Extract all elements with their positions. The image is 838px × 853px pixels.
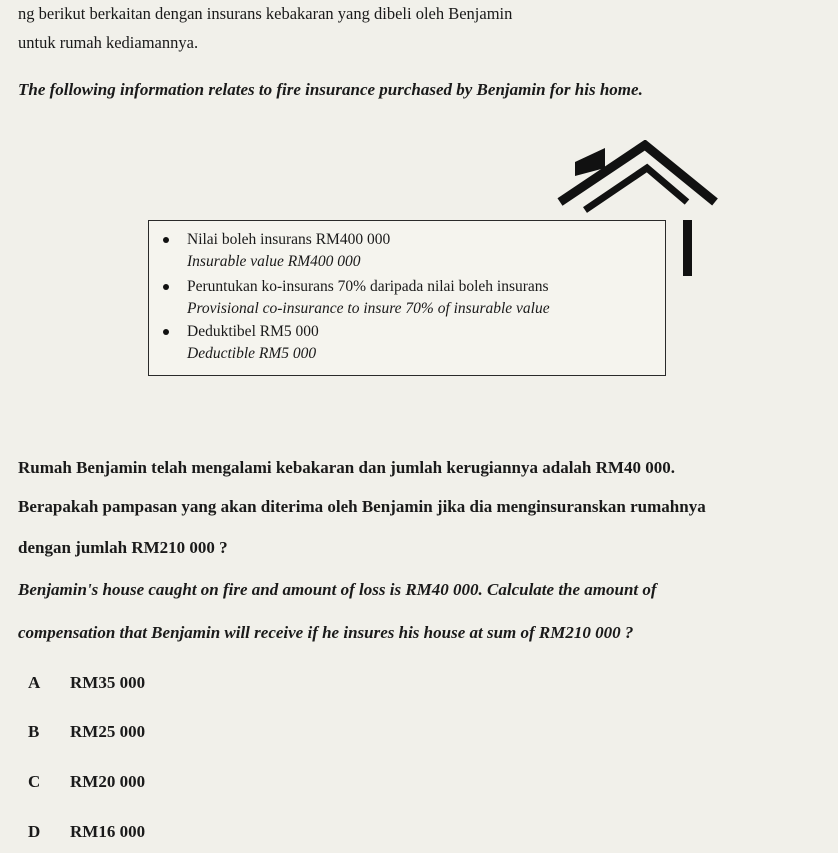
option-letter: A [28,673,41,692]
option-letter: D [28,822,41,841]
option-letter: B [28,722,40,741]
info-item-1-malay: Nilai boleh insurans RM400 000 [187,231,391,248]
intro-english: The following information relates to fire insurance purchased by Benjamin for his home. [18,80,643,99]
option-letter: C [28,772,41,791]
info-item-2-malay: Peruntukan ko-insurans 70% daripada nilai boleh insurans [187,278,549,295]
info-item-3-malay: Deduktibel RM5 000 [187,323,319,340]
option-c[interactable] [28,772,145,792]
option-d[interactable] [28,822,145,842]
bullet-icon [163,329,169,335]
info-item-3-english: Deductible RM5 000 [187,345,317,362]
bullet-icon [163,284,169,290]
question-malay-line-1: Rumah Benjamin telah mengalami kebakaran dan jumlah kerugiannya adalah RM40 000. [18,458,675,477]
question-english-line-1: Benjamin's house caught on fire and amount of loss is RM40 000. Calculate the amount of [18,580,657,599]
intro-malay-line-1: ng berikut berkaitan dengan insurans kebakaran yang dibeli oleh Benjamin [18,4,513,23]
option-text: RM25 000 [70,722,146,741]
question-malay-line-3: dengan jumlah RM210 000 ? [18,538,228,557]
intro-malay-line-2: untuk rumah kediamannya. [18,33,199,52]
bullet-icon [163,237,169,243]
option-a[interactable] [28,673,145,693]
info-item-1-english: Insurable value RM400 000 [187,253,361,270]
option-text: RM35 000 [70,673,146,692]
insurance-info-box [148,220,666,376]
option-text: RM20 000 [70,772,146,791]
question-malay-line-2: Berapakah pampasan yang akan diterima oleh Benjamin jika dia menginsuranskan rumahnya [18,497,706,516]
info-item-2-english: Provisional co-insurance to insure 70% of insurable value [187,300,550,317]
question-english-line-2: compensation that Benjamin will receive if he insures his house at sum of RM210 000 ? [18,623,634,642]
option-b[interactable] [28,722,145,742]
option-text: RM16 000 [70,822,146,841]
